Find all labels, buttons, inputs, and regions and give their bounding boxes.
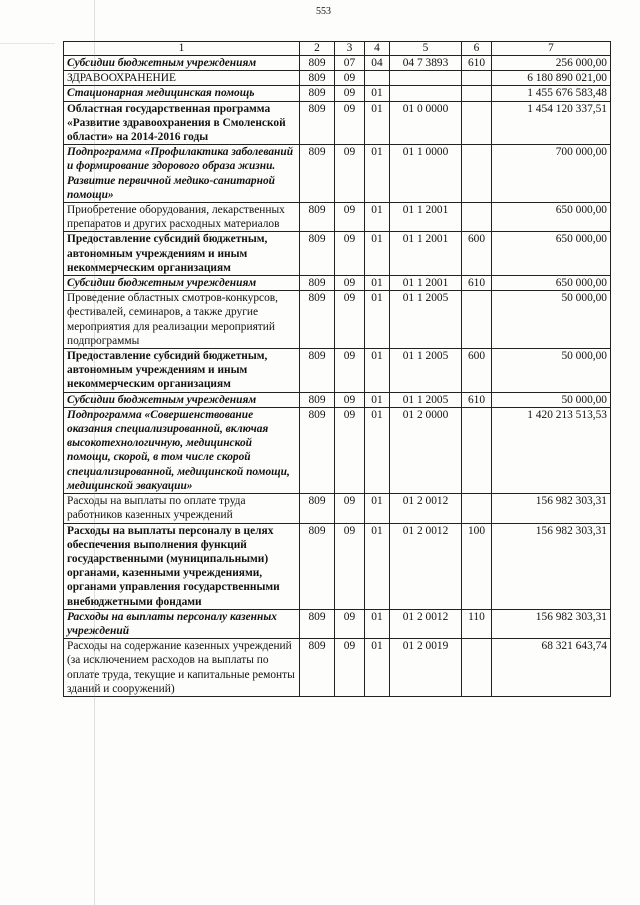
row-expense-type — [462, 291, 492, 349]
table-row — [64, 349, 611, 393]
row-amount: 156 982 303,31 — [492, 609, 611, 638]
row-amount: 650 000,00 — [492, 203, 611, 232]
row-expense-type: 610 — [462, 276, 492, 291]
row-amount: 700 000,00 — [492, 145, 611, 203]
row-ministry-code: 809 — [300, 203, 335, 232]
page-number: 553 — [316, 6, 331, 17]
row-subsection-code: 01 — [365, 203, 390, 232]
row-target-article: 04 7 3893 — [390, 56, 462, 71]
table-row — [64, 101, 611, 145]
row-expense-type: 100 — [462, 523, 492, 609]
row-amount: 256 000,00 — [492, 56, 611, 71]
table-row — [64, 494, 611, 523]
row-subsection-code: 01 — [365, 494, 390, 523]
row-target-article — [390, 86, 462, 101]
row-amount: 50 000,00 — [492, 349, 611, 393]
table-row — [64, 232, 611, 276]
scan-artifact-line — [94, 0, 95, 905]
row-expense-type — [462, 407, 492, 493]
row-section-code: 09 — [335, 523, 365, 609]
row-amount: 6 180 890 021,00 — [492, 71, 611, 86]
row-expense-type: 600 — [462, 349, 492, 393]
row-subsection-code: 01 — [365, 609, 390, 638]
row-section-code: 09 — [335, 86, 365, 101]
row-section-code: 09 — [335, 71, 365, 86]
row-name: Расходы на выплаты персоналу казенных учреждений — [64, 609, 300, 638]
row-subsection-code: 01 — [365, 276, 390, 291]
row-target-article: 01 2 0012 — [390, 494, 462, 523]
column-header: 4 — [365, 42, 390, 56]
row-section-code: 09 — [335, 392, 365, 407]
row-target-article: 01 2 0019 — [390, 639, 462, 697]
row-section-code: 09 — [335, 203, 365, 232]
row-subsection-code — [365, 71, 390, 86]
row-target-article: 01 1 2001 — [390, 203, 462, 232]
table-row — [64, 392, 611, 407]
row-amount: 1 455 676 583,48 — [492, 86, 611, 101]
row-target-article: 01 1 2001 — [390, 232, 462, 276]
row-name: Стационарная медицинская помощь — [64, 86, 300, 101]
table-row — [64, 407, 611, 493]
column-header: 2 — [300, 42, 335, 56]
row-subsection-code: 01 — [365, 639, 390, 697]
row-ministry-code: 809 — [300, 276, 335, 291]
row-name: Субсидии бюджетным учреждениям — [64, 56, 300, 71]
row-amount: 68 321 643,74 — [492, 639, 611, 697]
row-target-article: 01 1 0000 — [390, 145, 462, 203]
row-target-article: 01 0 0000 — [390, 101, 462, 145]
scan-artifact-line — [0, 43, 55, 44]
row-name: Проведение областных смотров-конкурсов, фестивалей, семинаров, а также другие мероприятия для реализации мероприятий подпрограммы — [64, 291, 300, 349]
row-target-article: 01 1 2005 — [390, 291, 462, 349]
table-row — [64, 145, 611, 203]
row-name: Подпрограмма «Профилактика заболеваний и формирование здорового образа жизни. Развитие первичной медико-санитарной помощи» — [64, 145, 300, 203]
table-row — [64, 56, 611, 71]
table-row — [64, 291, 611, 349]
column-header: 5 — [390, 42, 462, 56]
row-name: ЗДРАВООХРАНЕНИЕ — [64, 71, 300, 86]
table-row — [64, 523, 611, 609]
row-ministry-code: 809 — [300, 232, 335, 276]
row-section-code: 09 — [335, 639, 365, 697]
row-section-code: 09 — [335, 145, 365, 203]
row-subsection-code: 01 — [365, 145, 390, 203]
row-ministry-code: 809 — [300, 494, 335, 523]
row-ministry-code: 809 — [300, 56, 335, 71]
row-expense-type — [462, 71, 492, 86]
row-subsection-code: 01 — [365, 392, 390, 407]
row-name: Субсидии бюджетным учреждениям — [64, 392, 300, 407]
row-expense-type — [462, 639, 492, 697]
row-ministry-code: 809 — [300, 609, 335, 638]
table-row — [64, 71, 611, 86]
row-name: Приобретение оборудования, лекарственных препаратов и других расходных материалов — [64, 203, 300, 232]
row-ministry-code: 809 — [300, 71, 335, 86]
row-target-article: 01 2 0012 — [390, 523, 462, 609]
column-header: 6 — [462, 42, 492, 56]
row-subsection-code: 01 — [365, 86, 390, 101]
row-target-article: 01 2 0000 — [390, 407, 462, 493]
row-amount: 156 982 303,31 — [492, 523, 611, 609]
row-ministry-code: 809 — [300, 86, 335, 101]
column-header: 1 — [64, 42, 300, 56]
row-target-article: 01 2 0012 — [390, 609, 462, 638]
row-name: Расходы на выплаты персоналу в целях обеспечения выполнения функций государственными (муниципальными) органами, казенными учреждениями, органами управления государственными внебюджетными фондами — [64, 523, 300, 609]
row-ministry-code: 809 — [300, 101, 335, 145]
row-section-code: 09 — [335, 276, 365, 291]
row-expense-type: 110 — [462, 609, 492, 638]
table-row — [64, 609, 611, 638]
row-expense-type — [462, 203, 492, 232]
row-expense-type: 600 — [462, 232, 492, 276]
row-expense-type — [462, 145, 492, 203]
row-expense-type — [462, 101, 492, 145]
row-amount: 650 000,00 — [492, 232, 611, 276]
row-ministry-code: 809 — [300, 349, 335, 393]
table-row — [64, 276, 611, 291]
row-name: Подпрограмма «Совершенствование оказания специализированной, включая высокотехнологичную, медицинской помощи, скорой, в том числе скорой специализированной, медицинской помощи, медицинской эвакуации» — [64, 407, 300, 493]
row-target-article: 01 1 2005 — [390, 349, 462, 393]
column-header: 3 — [335, 42, 365, 56]
row-section-code: 09 — [335, 291, 365, 349]
table-row — [64, 639, 611, 697]
row-section-code: 09 — [335, 407, 365, 493]
column-header: 7 — [492, 42, 611, 56]
row-ministry-code: 809 — [300, 523, 335, 609]
row-subsection-code: 04 — [365, 56, 390, 71]
row-expense-type: 610 — [462, 392, 492, 407]
row-amount: 156 982 303,31 — [492, 494, 611, 523]
row-name: Расходы на содержание казенных учреждений (за исключением расходов на выплаты по оплате труда, текущие и капитальные ремонты зданий и сооружений) — [64, 639, 300, 697]
row-amount: 50 000,00 — [492, 291, 611, 349]
row-section-code: 09 — [335, 101, 365, 145]
row-ministry-code: 809 — [300, 291, 335, 349]
row-target-article: 01 1 2005 — [390, 392, 462, 407]
row-ministry-code: 809 — [300, 145, 335, 203]
row-section-code: 09 — [335, 232, 365, 276]
row-section-code: 09 — [335, 349, 365, 393]
row-name: Расходы на выплаты по оплате труда работников казенных учреждений — [64, 494, 300, 523]
row-ministry-code: 809 — [300, 407, 335, 493]
row-target-article — [390, 71, 462, 86]
row-name: Областная государственная программа «Развитие здравоохранения в Смоленской области» на 2014-2016 годы — [64, 101, 300, 145]
row-expense-type: 610 — [462, 56, 492, 71]
row-amount: 1 454 120 337,51 — [492, 101, 611, 145]
row-subsection-code: 01 — [365, 291, 390, 349]
row-amount: 50 000,00 — [492, 392, 611, 407]
row-name: Предоставление субсидий бюджетным, автономным учреждениям и иным некоммерческим организациям — [64, 232, 300, 276]
row-section-code: 07 — [335, 56, 365, 71]
table-body — [64, 56, 611, 697]
row-subsection-code: 01 — [365, 349, 390, 393]
row-expense-type — [462, 494, 492, 523]
row-subsection-code: 01 — [365, 407, 390, 493]
row-target-article: 01 1 2001 — [390, 276, 462, 291]
row-section-code: 09 — [335, 494, 365, 523]
row-amount: 1 420 213 513,53 — [492, 407, 611, 493]
row-subsection-code: 01 — [365, 232, 390, 276]
column-header-row — [64, 42, 611, 56]
row-section-code: 09 — [335, 609, 365, 638]
row-ministry-code: 809 — [300, 392, 335, 407]
row-name: Предоставление субсидий бюджетным, автономным учреждениям и иным некоммерческим организациям — [64, 349, 300, 393]
row-name: Субсидии бюджетным учреждениям — [64, 276, 300, 291]
budget-table — [63, 41, 611, 697]
row-subsection-code: 01 — [365, 523, 390, 609]
row-subsection-code: 01 — [365, 101, 390, 145]
row-ministry-code: 809 — [300, 639, 335, 697]
row-amount: 650 000,00 — [492, 276, 611, 291]
table-row — [64, 86, 611, 101]
table-row — [64, 203, 611, 232]
row-expense-type — [462, 86, 492, 101]
